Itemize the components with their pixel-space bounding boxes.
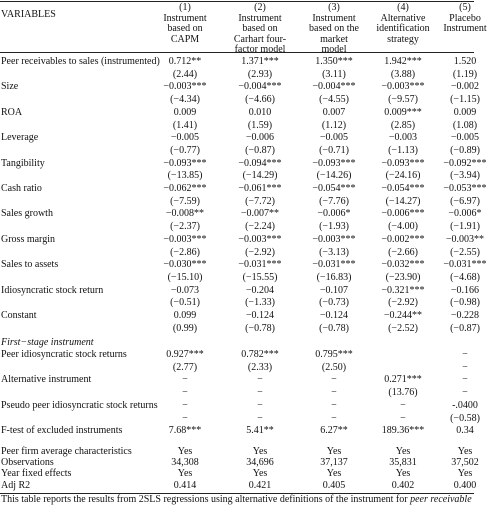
cell-col-4: −0.003*** [381, 81, 425, 93]
cell-col-5: (−0.89) [450, 144, 480, 156]
table-row [0, 374, 474, 385]
column-title-line: based on [242, 23, 278, 34]
table-row [0, 468, 474, 479]
column-title-line: based on [167, 23, 203, 34]
cell-col-2: −0.004*** [238, 81, 282, 93]
cell-col-3: 1.350*** [315, 56, 353, 67]
cell-col-3: (−14.26) [316, 170, 352, 182]
table-row [0, 106, 477, 118]
column-header-4 [370, 3, 436, 45]
cell-col-5: (−0.58) [450, 412, 480, 424]
table-row-tstat [0, 195, 480, 207]
cell-col-3: Yes [326, 446, 342, 457]
cell-col-5: 37,502 [451, 457, 479, 469]
cell-col-2: 0.010 [248, 106, 272, 118]
table-row [0, 132, 480, 144]
column-title-line: factor model [234, 44, 286, 55]
cell-col-4: Yes [395, 446, 411, 457]
cell-col-5: 0.34 [456, 425, 474, 437]
cell-col-2: (−2.24) [245, 221, 275, 233]
column-title-line: Instrument [443, 23, 487, 34]
cell-col-4: (−24.16) [385, 170, 421, 182]
column-title-line: strategy [387, 33, 419, 45]
table-row-tstat [0, 271, 480, 283]
cell-col-2: − [257, 399, 263, 411]
cell-col-1: −0.062*** [163, 183, 207, 194]
cell-col-4: − [400, 399, 406, 411]
cell-col-1: (0.99) [172, 322, 198, 334]
cell-col-4: 0.271*** [384, 374, 422, 386]
cell-col-4: (−1.13) [388, 144, 418, 156]
cell-col-2: 0.421 [248, 479, 272, 491]
cell-col-3: −0.054*** [312, 183, 356, 194]
cell-col-3: (−0.78) [319, 322, 349, 334]
column-title-line: Instrument [238, 12, 282, 24]
cell-col-5: -.0400 [452, 399, 478, 411]
cell-col-3: − [331, 399, 337, 411]
cell-col-5: (−1.15) [450, 94, 480, 106]
cell-col-3: (−1.93) [319, 221, 349, 233]
cell-col-5: (−2.55) [450, 246, 480, 258]
cell-col-4: Yes [395, 468, 411, 480]
cell-col-2: − [257, 387, 263, 399]
cell-col-2: −0.061*** [238, 183, 282, 194]
cell-col-3: −0.107 [319, 284, 349, 296]
row-label: Tangibility [1, 157, 45, 169]
cell-col-2: 34,696 [246, 457, 274, 469]
column-title-line: model [321, 44, 347, 55]
cell-col-5: −0.092*** [443, 157, 487, 169]
cell-col-1: (−15.10) [167, 271, 203, 283]
column-title-line: identification [376, 23, 430, 34]
table-row [0, 81, 480, 93]
cell-col-1: Yes [177, 446, 193, 457]
cell-col-2: 0.782*** [241, 349, 279, 360]
column-title-line: CAPM [170, 33, 200, 45]
cell-col-5: 1.520 [453, 56, 477, 67]
cell-col-2: (−2.92) [245, 246, 275, 258]
cell-col-1: − [182, 412, 188, 424]
first-stage-heading: First−stage instrument [1, 337, 94, 348]
cell-col-1: (−4.34) [170, 94, 200, 106]
row-label: Year fixed effects [1, 468, 72, 480]
cell-col-2: (1.59) [247, 119, 273, 131]
column-header-2 [224, 3, 296, 56]
cell-col-4: 0.402 [391, 479, 415, 491]
column-title-line: Placebo [449, 12, 481, 24]
table-row-tstat [0, 221, 480, 233]
cell-col-5: − [462, 374, 468, 386]
row-label: Gross margin [1, 233, 55, 245]
cell-col-1: − [182, 387, 188, 399]
cell-col-4: (−4.00) [388, 221, 418, 233]
row-label: Constant [1, 310, 37, 321]
cell-col-1: (2.77) [172, 361, 198, 373]
first-stage-heading-row [0, 337, 474, 348]
cell-col-2: (−0.87) [245, 144, 275, 156]
cell-col-1: 0.927*** [166, 349, 204, 360]
cell-col-5: 0.400 [453, 479, 477, 491]
cell-col-1: (−7.59) [170, 195, 200, 207]
cell-col-1: 34,308 [171, 457, 199, 469]
cell-col-5: (−4.68) [450, 271, 480, 283]
table-row-tstat [0, 322, 480, 334]
cell-col-4: (−2.92) [388, 297, 418, 309]
table-row [0, 479, 477, 491]
cell-col-5: − [462, 361, 468, 373]
cell-col-2: (−1.33) [245, 297, 275, 309]
cell-col-3: −0.004*** [312, 81, 356, 93]
variables-header: VARIABLES [1, 9, 56, 20]
cell-col-2: Yes [252, 446, 268, 457]
cell-col-5: −0.005 [450, 132, 480, 144]
row-label: Sales to assets [1, 259, 59, 271]
row-label: Size [1, 81, 19, 93]
cell-col-5: −0.228 [450, 310, 480, 321]
cell-col-4: −0.002*** [381, 233, 425, 245]
column-number: (1) [179, 2, 191, 13]
table-row-tstat [0, 362, 474, 373]
table-row [0, 446, 474, 457]
cell-col-3: (−7.76) [319, 195, 349, 207]
cell-col-4: 0.009*** [384, 106, 422, 118]
row-label: Peer idiosyncratic stock returns [1, 349, 127, 360]
cell-col-3: (−0.73) [319, 297, 349, 309]
cell-col-5: Yes [457, 468, 473, 480]
cell-col-4: 1.942*** [384, 56, 422, 67]
cell-col-2: Yes [252, 468, 268, 480]
cell-col-3: (2.50) [321, 361, 347, 373]
row-label: Peer firm average characteristics [1, 446, 132, 457]
cell-col-2: −0.006 [245, 132, 275, 144]
cell-col-5: −0.031*** [443, 259, 487, 271]
note-italic: peer receivable [410, 494, 472, 505]
cell-col-5: −0.002 [450, 81, 480, 93]
cell-col-3: − [331, 412, 337, 424]
cell-col-3: (−0.71) [319, 144, 349, 156]
cell-col-5: − [462, 387, 468, 399]
cell-col-3: − [331, 387, 337, 399]
cell-col-1: Yes [177, 468, 193, 480]
cell-col-5: (−3.94) [450, 170, 480, 182]
cell-col-3: 37,137 [320, 457, 348, 469]
cell-col-1: (−2.37) [170, 221, 200, 233]
cell-col-4: − [400, 412, 406, 424]
cell-col-3: (−16.83) [316, 271, 352, 283]
cell-col-3: −0.031*** [312, 259, 356, 271]
cell-col-1: −0.008** [165, 208, 205, 220]
cell-col-2: − [257, 412, 263, 424]
table-row-tstat [0, 94, 480, 106]
cell-col-1: 0.414 [173, 479, 197, 491]
table-row [0, 259, 487, 271]
cell-col-4: −0.244** [383, 310, 423, 321]
cell-col-5: 0.009 [453, 106, 477, 118]
cell-col-4: −0.006*** [381, 208, 425, 220]
cell-col-1: 0.009 [173, 106, 197, 118]
cell-col-1: − [182, 399, 188, 411]
cell-col-3: −0.003*** [312, 233, 356, 245]
table-row-tstat [0, 297, 480, 309]
cell-col-3: 0.007 [322, 106, 346, 118]
column-title-line: Instrument [163, 12, 207, 24]
table-row-tstat [0, 387, 474, 398]
row-label: Leverage [1, 132, 39, 144]
table-row-tstat [0, 119, 478, 131]
cell-col-2: −0.003*** [238, 233, 282, 245]
row-label: Pseudo peer idiosyncratic stock returns [1, 399, 158, 411]
cell-col-2: (−7.72) [245, 195, 275, 207]
table-row [0, 310, 480, 321]
cell-col-1: − [182, 374, 188, 386]
cell-col-4: −0.054*** [381, 183, 425, 194]
column-number: (4) [397, 2, 409, 13]
cell-col-3: −0.124 [319, 310, 349, 321]
row-label: Peer receivables to sales (instrumented) [1, 56, 160, 67]
cell-col-5: −0.053*** [443, 183, 487, 194]
cell-col-2: (2.93) [247, 68, 273, 80]
row-label: Adj R2 [1, 479, 31, 491]
row-label: ROA [1, 106, 23, 118]
table-row-tstat [0, 68, 478, 80]
cell-col-2: −0.031*** [238, 259, 282, 271]
cell-col-3: −0.006* [317, 208, 351, 220]
table-row-tstat [0, 144, 480, 156]
table-row [0, 157, 487, 169]
cell-col-5: −0.003** [445, 233, 485, 245]
cell-col-1: (2.44) [172, 68, 198, 80]
cell-col-5: (−6.97) [450, 195, 480, 207]
table-row [0, 349, 474, 360]
cell-col-3: Yes [326, 468, 342, 480]
column-title-line: Alternative [380, 12, 426, 24]
table-row-tstat [0, 170, 480, 182]
cell-col-3: (−4.55) [319, 94, 349, 106]
cell-col-1: (−0.51) [170, 297, 200, 309]
cell-col-1: −0.005 [170, 132, 200, 144]
cell-col-3: −0.005 [319, 132, 349, 144]
cell-col-4: −0.093*** [381, 157, 425, 169]
cell-col-2: −0.007** [240, 208, 280, 220]
column-title-line: Instrument [312, 12, 356, 24]
table-note [1, 494, 472, 505]
cell-col-2: (2.33) [247, 361, 273, 373]
cell-col-2: (−15.55) [242, 271, 278, 283]
cell-col-1: −0.073 [170, 284, 200, 296]
cell-col-4: (2.85) [390, 119, 416, 131]
cell-col-3: 0.405 [322, 479, 346, 491]
table-row [0, 208, 482, 220]
cell-col-4: (−2.66) [388, 246, 418, 258]
row-label: Idiosyncratic stock return [1, 284, 104, 296]
cell-col-3: − [331, 374, 337, 386]
cell-col-5: (1.08) [452, 119, 478, 131]
cell-col-5: (−1.91) [450, 221, 480, 233]
cell-col-4: (3.88) [390, 68, 416, 80]
cell-col-1: −0.003*** [163, 233, 207, 245]
cell-col-3: (−3.13) [319, 246, 349, 258]
cell-col-2: −0.094*** [238, 157, 282, 169]
table-row-tstat [0, 246, 480, 258]
table-row [0, 457, 479, 469]
cell-col-2: (−14.29) [242, 170, 278, 182]
column-number: (3) [328, 2, 340, 13]
cell-col-3: 6.27** [320, 425, 348, 437]
cell-col-4: 189.36*** [381, 425, 425, 437]
table-row [0, 183, 487, 194]
table-row [0, 425, 474, 436]
cell-col-4: (−9.57) [388, 94, 418, 106]
column-header-5 [438, 3, 492, 35]
column-header-3 [300, 3, 368, 56]
cell-col-2: −0.124 [245, 310, 275, 321]
column-title-line: Carhart four- [233, 33, 287, 45]
table-row [0, 399, 478, 411]
cell-col-4: 35,831 [389, 457, 417, 469]
row-label: Cash ratio [1, 183, 42, 194]
cell-col-4: −0.321*** [381, 284, 425, 296]
row-label: Observations [1, 457, 54, 469]
cell-col-1: −0.003*** [163, 81, 207, 93]
cell-col-2: 1.371*** [241, 56, 279, 67]
column-title-line: market [320, 33, 348, 45]
cell-col-2: − [257, 374, 263, 386]
cell-col-5: −0.166 [450, 284, 480, 296]
cell-col-1: (1.41) [172, 119, 198, 131]
row-label: F-test of excluded instruments [1, 425, 123, 437]
cell-col-5: Yes [457, 446, 473, 457]
column-title-line: based on the [309, 23, 359, 34]
table-row [0, 233, 485, 245]
cell-col-3: 0.795*** [315, 349, 353, 360]
cell-col-4: (13.76) [388, 387, 418, 399]
cell-col-1: 0.099 [173, 310, 197, 321]
column-number: (2) [254, 2, 266, 13]
row-label: Sales growth [1, 208, 53, 220]
cell-col-5: −0.006* [448, 208, 482, 220]
cell-col-1: −0.030*** [163, 259, 207, 271]
cell-col-1: (−2.86) [170, 246, 200, 258]
cell-col-1: −0.093*** [163, 157, 207, 169]
cell-col-5: (−0.87) [450, 322, 480, 334]
cell-col-4: (−2.52) [388, 322, 418, 334]
cell-col-2: (−4.66) [245, 94, 275, 106]
cell-col-2: 5.41** [246, 425, 274, 437]
table-row [0, 56, 477, 67]
cell-col-1: (−0.77) [170, 144, 200, 156]
row-label: Alternative instrument [1, 374, 92, 386]
cell-col-4: −0.003 [388, 132, 418, 144]
cell-col-2: (−0.78) [245, 322, 275, 334]
cell-col-4: −0.032*** [381, 259, 425, 271]
cell-col-5: (−0.98) [450, 297, 480, 309]
cell-col-1: (−13.85) [167, 170, 203, 182]
cell-col-5: − [462, 349, 468, 360]
cell-col-5: (1.19) [452, 68, 478, 80]
cell-col-4: (−14.27) [385, 195, 421, 207]
cell-col-4: (−23.90) [385, 271, 421, 283]
cell-col-3: (3.11) [322, 68, 346, 80]
cell-col-2: −0.204 [245, 284, 275, 296]
column-header-1 [150, 3, 220, 45]
cell-col-3: (1.12) [321, 119, 347, 131]
note-text: This table reports the results from 2SLS regressions using alternative definitions of the instrument for [1, 494, 411, 505]
table-row-tstat [0, 412, 480, 424]
table-row [0, 284, 480, 296]
cell-col-1: 0.712** [168, 56, 202, 67]
cell-col-1: 7.68*** [168, 425, 202, 437]
column-number: (5) [459, 2, 471, 13]
cell-col-3: −0.093*** [312, 157, 356, 169]
